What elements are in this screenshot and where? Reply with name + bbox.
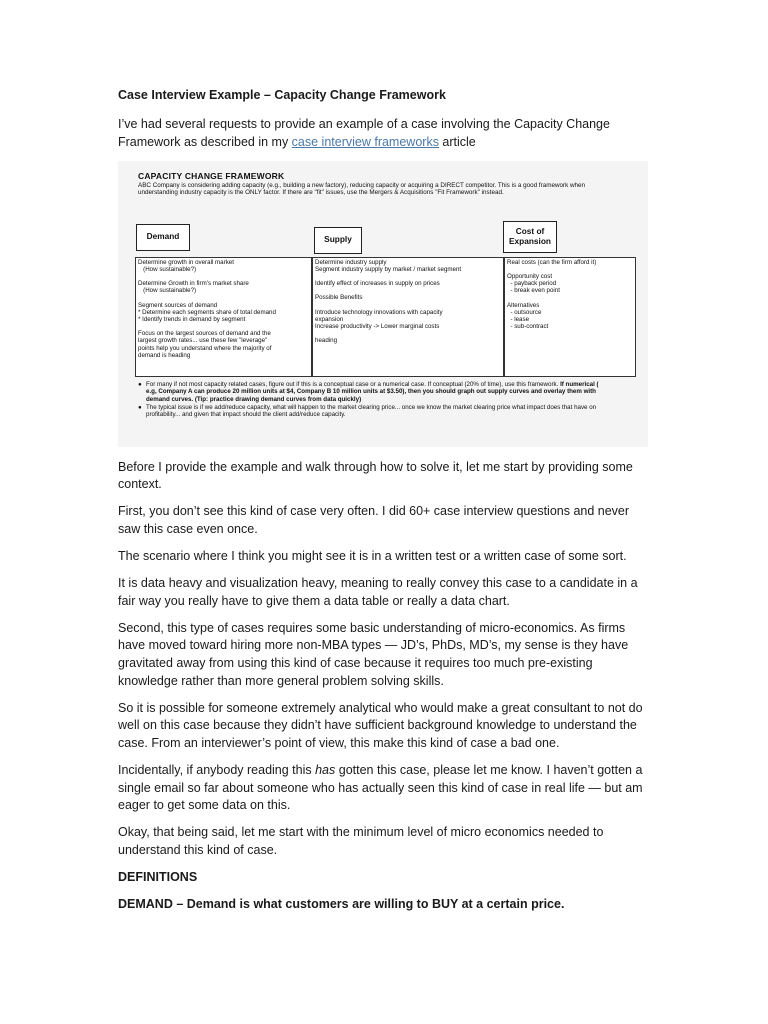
intro-text: I’ve had several requests to provide an example of a case involving the Capacity Change Framework as described in my [118, 117, 610, 149]
figure-bullet [138, 404, 608, 419]
demand-definition: DEMAND – Demand is what customers are willing to BUY at a certain price. [118, 897, 565, 912]
cost-column [504, 257, 636, 377]
article-title: Case Interview Example – Capacity Change Framework [118, 88, 446, 102]
bullet-text-bold: If numerical ( e.g, Company A can produce 20 million units at $4, Company B 10 million units at $3.50), then you should graph out supply curves and overlay them with demand curves. (Tip: practice drawing demand curves from data quickly) [146, 380, 599, 403]
cost-item-line: Opportunity cost [507, 272, 553, 280]
demand-item-line: Determine Growth in firm's market share [138, 280, 249, 288]
demand-header: Demand [146, 231, 180, 242]
figure-title: CAPACITY CHANGE FRAMEWORK [138, 170, 285, 181]
supply-item-line: Possible Benefits [315, 294, 363, 302]
supply-item-spacer [315, 273, 501, 280]
cost-item-spacer [507, 295, 633, 302]
demand-item-line: (How sustainable?) [138, 287, 197, 295]
cost-header-box [503, 221, 557, 253]
demand-item-line: (How sustainable?) [138, 265, 197, 273]
article-body [118, 86, 652, 923]
body-paragraph: So it is possible for someone extremely analytical who would make a great consultant to not do well on this case because they didn’t have sufficient background knowledge to understand the case. From an interviewer’s point of view, this make this kind of case a bad one. [118, 700, 643, 750]
case-interview-frameworks-link[interactable]: case interview frameworks [291, 134, 439, 149]
cost-item-line: - sub-contract [507, 323, 549, 331]
demand-item-line: largest growth rates... use these few "leverage" [138, 337, 268, 345]
paragraphs [118, 459, 652, 753]
supply-column [312, 257, 504, 377]
supply-item-spacer [315, 330, 501, 337]
demand-item-spacer [138, 323, 309, 330]
demand-item-line: Segment sources of demand [138, 301, 218, 309]
body-paragraph: The scenario where I think you might see it is in a written test or a written case of some sort. [118, 549, 627, 564]
cost-item-line: Real costs (can the firm afford it) [507, 258, 597, 266]
bullet-icon: ● [138, 380, 142, 388]
cost-header-line2: Expansion [509, 235, 551, 246]
closing-paragraph: Okay, that being said, let me start with the minimum level of micro economics needed to understand this kind of case. [118, 825, 604, 857]
cost-header-line1: Cost of [515, 226, 545, 237]
cost-item-line: - payback period [507, 280, 557, 288]
definitions-heading: DEFINITIONS [118, 869, 198, 884]
demand-item-spacer [138, 273, 309, 280]
bullet-text-pre: The typical issue is if we add/reduce capacity, what will happen to the market clearing price... once we know the market clearing price what impact does that have on profitability... and given that impact should the client add/reduce capacity. [146, 403, 597, 419]
incidental-paragraph [118, 762, 652, 815]
cost-item-line: - lease [507, 315, 530, 323]
demand-column [135, 257, 312, 377]
demand-item-line: * Identify trends in demand by segment [138, 315, 246, 323]
demand-header-box [136, 224, 190, 251]
cost-item-line: Alternatives [507, 301, 540, 309]
demand-item-line: * Determine each segments share of total demand [138, 308, 276, 316]
supply-item-line: Determine industry supply [315, 258, 387, 266]
supply-item-line: expansion [315, 315, 344, 323]
demand-item-line: Determine growth in overall market [138, 258, 234, 266]
supply-header-box [314, 227, 362, 254]
cost-item-line: - break even point [507, 287, 560, 295]
supply-item-spacer [315, 287, 501, 294]
incidental-emphasis: has [315, 763, 336, 777]
intro-paragraph [118, 116, 652, 151]
supply-item-spacer [315, 302, 501, 309]
demand-item-spacer [138, 295, 309, 302]
supply-header: Supply [324, 234, 352, 245]
cost-item-spacer [507, 266, 633, 273]
body-paragraph: First, you don’t see this kind of case very often. I did 60+ case interview questions and never saw this case even once. [118, 504, 630, 536]
body-paragraph: It is data heavy and visualization heavy, meaning to really convey this case to a candidate in a fair way you really have to give them a data table or really a data chart. [118, 576, 638, 608]
supply-item-line: Identify effect of increases in supply on prices [315, 280, 440, 288]
demand-item-line: demand is heading [138, 351, 191, 359]
demand-item-line: Focus on the largest sources of demand and the [138, 330, 271, 338]
intro-text-end: article [438, 134, 476, 149]
capacity-framework-figure [118, 161, 648, 447]
incidental-text-end: gotten this case, please let me know. I haven’t gotten a single email so far about someone who has actually seen this kind of case in real life — but am eager to get some data on this. [118, 763, 643, 813]
supply-item-line: Introduce technology innovations with capacity [315, 308, 443, 316]
body-paragraph: Before I provide the example and walk through how to solve it, let me start by providing some context. [118, 459, 633, 492]
bullet-text-pre: For many if not most capacity related cases, figure out if this is a conceptual case or a numerical case. If conceptual (20% of time), use this framework. [146, 380, 561, 388]
cost-item-line: - outsource [507, 308, 542, 316]
bullet-icon: ● [138, 403, 142, 411]
supply-item-line: Segment industry supply by market / market segment [315, 265, 462, 273]
incidental-text: Incidentally, if anybody reading this [118, 763, 316, 777]
demand-item-line: points help you understand where the majority of [138, 344, 272, 352]
figure-bullet [138, 381, 608, 403]
figure-intro: ABC Company is considering adding capacity (e.g., building a new factory), reducing capacity or acquiring a DIRECT competitor. This is a good framework when understanding industry capacity is the ONLY factor. If there are "fit" issues, use the Mergers & Acquisitions "Fit Framework" instead. [138, 181, 586, 197]
figure-bullets [138, 381, 608, 420]
supply-item-line: Increase productivity -> Lower marginal costs [315, 322, 440, 330]
body-paragraph: Second, this type of cases requires some basic understanding of micro-economics. As firms have moved toward hiring more non-MBA types — JD’s, PhDs, MD’s, my sense is they have gravitated away from using this kind of case because it requires too much pre-existing knowledge rather than more general problem solving skills. [118, 620, 629, 688]
supply-item-line: heading [315, 337, 338, 345]
